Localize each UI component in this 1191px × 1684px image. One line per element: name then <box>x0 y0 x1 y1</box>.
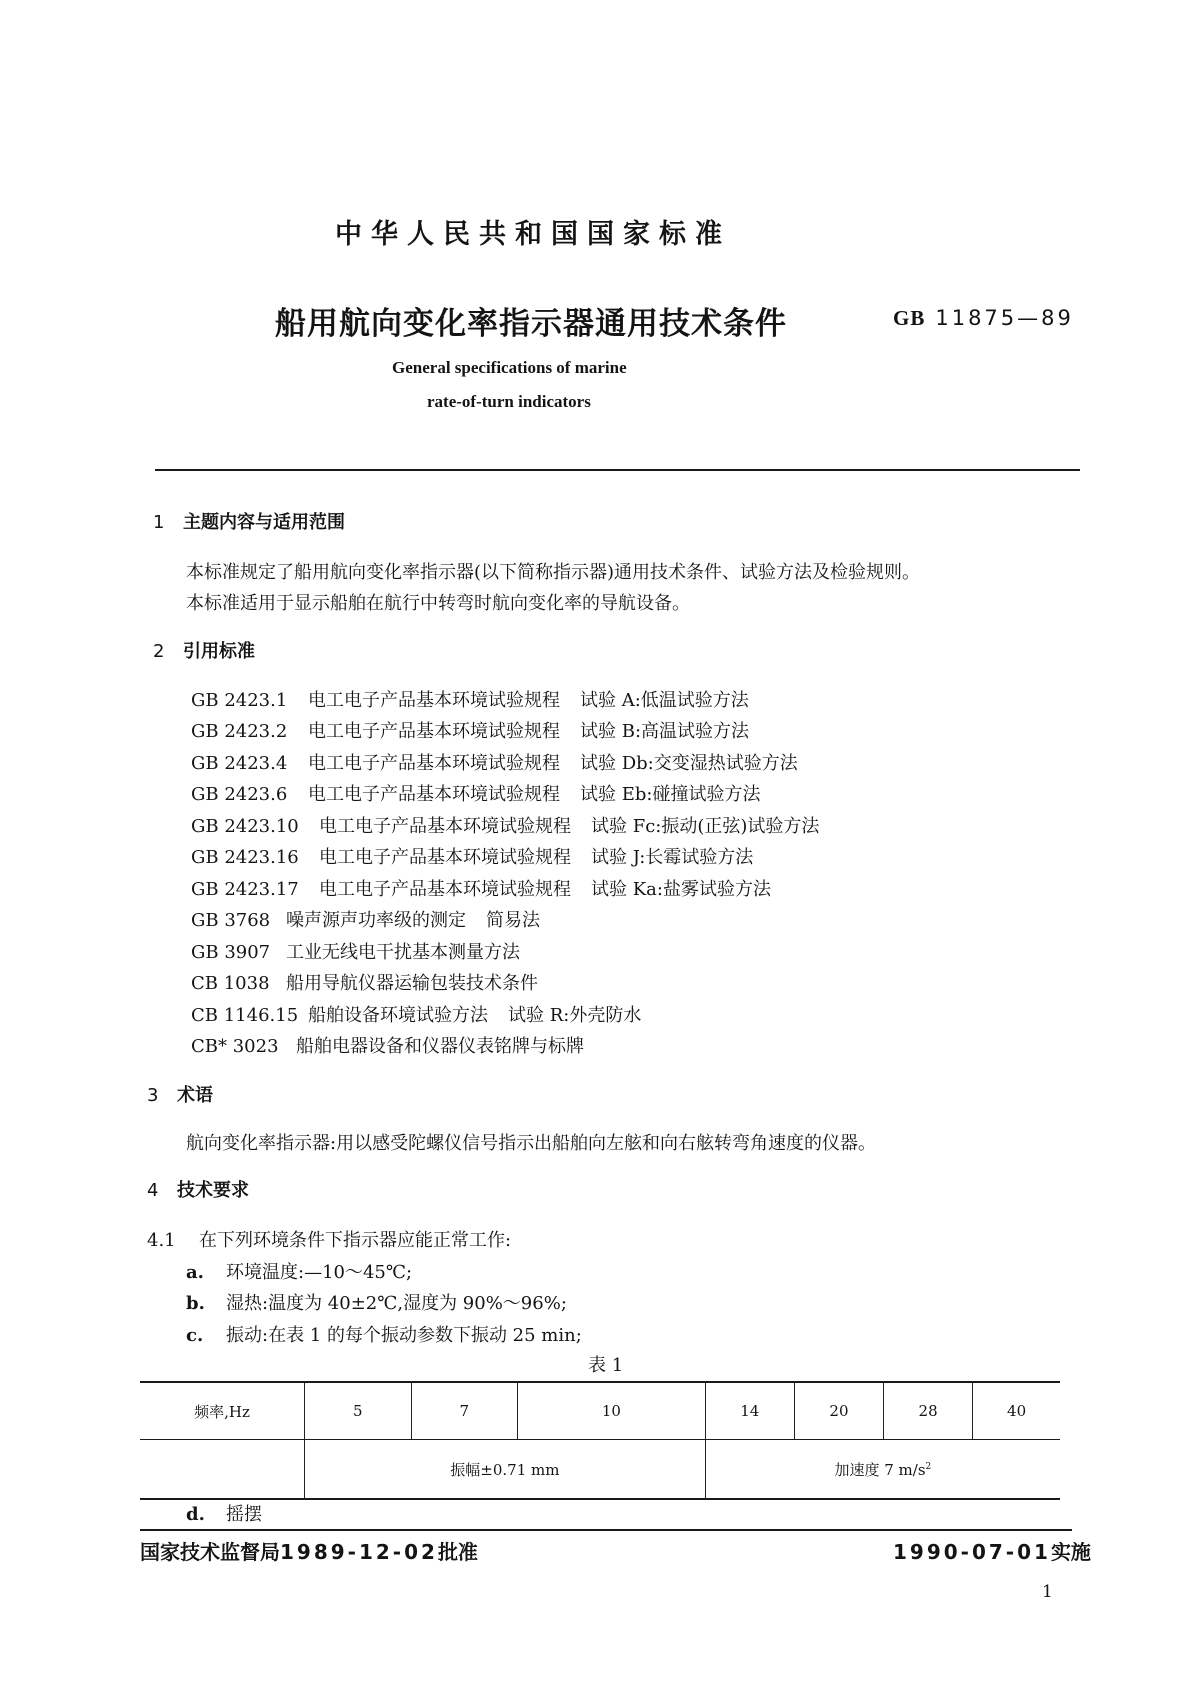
effective-suffix: 实施 <box>1050 1540 1091 1564</box>
section-4-heading <box>147 1176 249 1202</box>
reference-item <box>191 749 798 775</box>
reference-code: CB 1146.15 <box>191 1005 299 1026</box>
table-cell-frequency: 20 <box>794 1382 883 1440</box>
condition-item-d <box>186 1500 262 1526</box>
item-letter: b. <box>186 1293 205 1314</box>
reference-name: 电工电子产品基本环境试验规程 <box>308 690 560 711</box>
table-cell-frequency: 28 <box>884 1382 973 1440</box>
item-text: 湿热:温度为 40±2℃,湿度为 90%～96%; <box>226 1293 567 1314</box>
standard-code <box>893 306 1074 331</box>
item-letter: d. <box>186 1504 205 1525</box>
reference-code: GB 2423.2 <box>191 721 288 742</box>
reference-code: GB 3768 <box>191 910 271 931</box>
reference-item <box>191 686 749 712</box>
reference-item <box>191 1001 641 1027</box>
reference-name: 船用导航仪器运输包装技术条件 <box>286 973 538 994</box>
table-cell-empty <box>140 1440 305 1500</box>
section-title: 引用标准 <box>183 641 255 662</box>
section-1-heading <box>153 508 345 534</box>
reference-item <box>191 875 771 901</box>
reference-code: GB 2423.6 <box>191 784 288 805</box>
reference-test: 试验 R:外壳防水 <box>508 1005 642 1026</box>
reference-name: 电工电子产品基本环境试验规程 <box>308 784 560 805</box>
reference-code: GB 2423.16 <box>191 847 299 868</box>
section-1-paragraph-2: 本标准适用于显示船舶在航行中转弯时航向变化率的导航设备。 <box>186 593 690 614</box>
table-cell-frequency: 14 <box>705 1382 794 1440</box>
reference-test: 试验 J:长霉试验方法 <box>591 847 754 868</box>
table-row-parameters <box>140 1440 1060 1500</box>
reference-name: 电工电子产品基本环境试验规程 <box>308 753 560 774</box>
condition-item-a <box>186 1258 412 1284</box>
reference-code: GB 2423.4 <box>191 753 288 774</box>
section-1-paragraph-1: 本标准规定了船用航向变化率指示器(以下简称指示器)通用技术条件、试验方法及检验规则。 <box>186 562 921 583</box>
reference-item <box>191 717 749 743</box>
approval-org: 国家技术监督局 <box>140 1540 280 1564</box>
effective-date: 1990-07-01 <box>893 1540 1051 1564</box>
clause-number: 4.1 <box>147 1230 176 1251</box>
reference-name: 噪声源声功率级的测定 <box>286 910 466 931</box>
english-title-line-1: General specifications of marine <box>392 358 627 377</box>
reference-name: 工业无线电干扰基本测量方法 <box>286 942 520 963</box>
condition-item-b <box>186 1289 567 1315</box>
reference-item <box>191 938 520 964</box>
reference-item <box>191 1032 584 1058</box>
reference-item <box>191 969 538 995</box>
section-number: 3 <box>147 1085 159 1106</box>
reference-name: 电工电子产品基本环境试验规程 <box>319 816 571 837</box>
section-title: 技术要求 <box>177 1180 249 1201</box>
standard-code-prefix: GB <box>893 306 926 330</box>
page-number: 1 <box>1042 1582 1053 1602</box>
reference-test: 试验 Db:交变湿热试验方法 <box>580 753 798 774</box>
reference-name: 船舶电器设备和仪器仪表铭牌与标牌 <box>296 1036 584 1057</box>
standard-code-number: 11875—89 <box>935 306 1074 330</box>
item-letter: c. <box>186 1325 204 1346</box>
reference-name: 电工电子产品基本环境试验规程 <box>308 721 560 742</box>
table-cell-frequency: 40 <box>973 1382 1060 1440</box>
reference-code: CB 1038 <box>191 973 270 994</box>
footer-divider <box>140 1529 1072 1531</box>
reference-test: 试验 Eb:碰撞试验方法 <box>580 784 761 805</box>
vibration-table <box>140 1381 1060 1500</box>
item-text: 摇摆 <box>226 1504 262 1525</box>
section-number: 1 <box>153 512 165 533</box>
reference-name: 电工电子产品基本环境试验规程 <box>319 847 571 868</box>
clause-text: 在下列环境条件下指示器应能正常工作: <box>199 1230 512 1251</box>
condition-item-c <box>186 1321 582 1347</box>
table-cell-frequency: 10 <box>518 1382 706 1440</box>
reference-test: 试验 A:低温试验方法 <box>580 690 749 711</box>
table-1-caption: 表 1 <box>588 1355 624 1376</box>
section-2-heading <box>153 637 255 663</box>
approval-date: 1989-12-02 <box>280 1540 438 1564</box>
item-text: 环境温度:—10～45℃; <box>226 1262 413 1283</box>
term-definition: 航向变化率指示器:用以感受陀螺仪信号指示出船舶向左舷和向右舷转弯角速度的仪器。 <box>186 1133 877 1154</box>
reference-code: GB 2423.10 <box>191 816 299 837</box>
section-title: 主题内容与适用范围 <box>183 512 345 533</box>
reference-item <box>191 906 540 932</box>
reference-code: GB 3907 <box>191 942 271 963</box>
document-title: 船用航向变化率指示器通用技术条件 <box>275 306 787 342</box>
reference-test: 试验 Fc:振动(正弦)试验方法 <box>591 816 820 837</box>
section-title: 术语 <box>177 1085 213 1106</box>
reference-code: GB 2423.17 <box>191 879 299 900</box>
english-title-line-2: rate-of-turn indicators <box>427 392 591 411</box>
reference-code: GB 2423.1 <box>191 690 288 711</box>
table-cell-amplitude: 振幅±0.71 mm <box>305 1440 706 1500</box>
section-number: 2 <box>153 641 165 662</box>
acceleration-text: 加速度 7 m/s <box>834 1460 926 1479</box>
header-divider <box>155 469 1080 471</box>
reference-item <box>191 780 760 806</box>
reference-item <box>191 812 819 838</box>
reference-name: 电工电子产品基本环境试验规程 <box>319 879 571 900</box>
section-number: 4 <box>147 1180 159 1201</box>
table-row-frequency <box>140 1382 1060 1440</box>
reference-test: 简易法 <box>486 910 540 931</box>
reference-test: 试验 Ka:盐雾试验方法 <box>591 879 771 900</box>
reference-code: CB* 3023 <box>191 1036 279 1057</box>
approval-suffix: 批准 <box>437 1540 478 1564</box>
reference-test: 试验 B:高温试验方法 <box>580 721 750 742</box>
acceleration-superscript: 2 <box>925 1461 932 1472</box>
item-letter: a. <box>186 1262 204 1283</box>
national-standard-heading: 中华人民共和国国家标准 <box>335 219 731 250</box>
effective-line <box>893 1536 1091 1565</box>
reference-name: 船舶设备环境试验方法 <box>308 1005 488 1026</box>
section-3-heading <box>147 1081 213 1107</box>
item-text: 振动:在表 1 的每个振动参数下振动 25 min; <box>226 1325 582 1346</box>
approval-line <box>140 1536 478 1565</box>
table-row-header: 频率,Hz <box>140 1382 305 1440</box>
table-cell-frequency: 7 <box>411 1382 518 1440</box>
table-cell-frequency: 5 <box>305 1382 412 1440</box>
reference-item <box>191 843 753 869</box>
table-cell-acceleration <box>705 1440 1060 1500</box>
clause-4-1 <box>147 1226 511 1252</box>
